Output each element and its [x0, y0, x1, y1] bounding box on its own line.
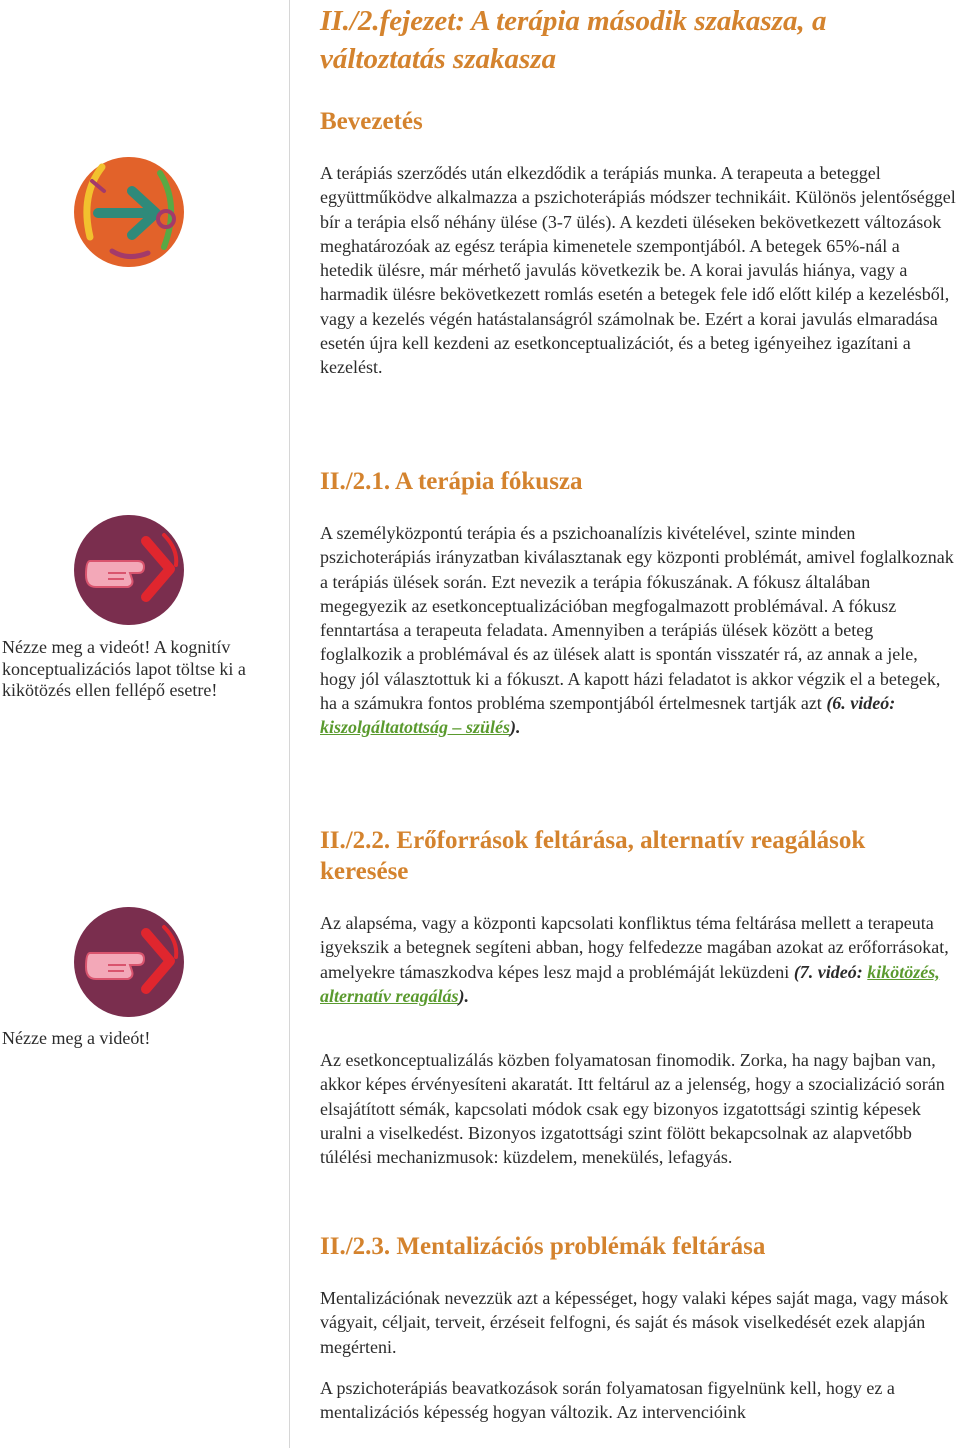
paragraph-resources-1: Az alapséma, vagy a központi kapcsolati konfliktus téma feltárása mellett a terapeuta igyekszik a betegnek segíteni abban, hogy felfedezze magában azokat az erőforrásokat, amelyekre támaszkodva képes lesz majd a problémáját leküzdeni (7. videó: kikötözés, alternatív reagálás). [320, 913, 949, 1006]
chapter-title: II./2.fejezet: A terápia második szakasza, a változtatás szakasza [320, 5, 827, 75]
video-link-6[interactable]: kiszolgáltatottság – szülés [320, 717, 511, 738]
heading-resources: II./2.2. Erőforrások feltárása, alternatív reagálások keresése [320, 827, 866, 885]
paragraph-mentalization-2: A pszichoterápiás beavatkozások során folyamatosan figyelnünk kell, hogy ez a mentalizációs képesség hogyan változik. Az intervencióink [320, 1378, 895, 1423]
heading-intro: Bevezetés [320, 108, 423, 135]
paragraph-focus: A személyközpontú terápia és a pszichoanalízis kivételével, szinte minden pszichoterápiás irányzatban kiválasztanak egy központi problémát, amivel foglalkoznak a terápiás ülések során. Ezt nevezik a terápia fókuszának. A fókusz általában megegyezik az esetkonceptualizációban megfogalmazott problémával. A fókusz fenntartása a terapeuta feladata. Amennyiben a terápiás ülések között a beteg foglalkozik a problémával és az ülések alatt is spontán visszatér rá, az annak a jele, hogy jól választottuk ki a fókuszt. A kapott házi feladatot is akkor végzik el a betegek, ha a számukra fontos probléma szempontjából értelmesnek tartják azt (6. videó: kiszolgáltatottság – szülés). [320, 523, 954, 738]
sidebar-note-video: Nézze meg a videót! [2, 1028, 151, 1048]
pointing-hand-icon [72, 513, 186, 627]
video-link-7[interactable]: kikötözés, alternatív reagálás [320, 961, 940, 1006]
heading-focus: II./2.1. A terápia fókusza [320, 468, 583, 495]
paragraph-mentalization-1: Mentalizációnak nevezzük azt a képességet, hogy valaki képes saját maga, vagy mások vágyait, céljait, terveit, érzéseit felfogni, és saját és mások viselkedését ezek alapján megérteni. [320, 1288, 949, 1357]
heading-mentalization: II./2.3. Mentalizációs problémák feltárása [320, 1233, 766, 1260]
pointing-hand-icon [72, 905, 186, 1019]
orange-arrow-circle-icon [72, 155, 186, 269]
sidebar-note-video-task: Nézze meg a videót! A kognitív konceptualizációs lapot töltse ki a kikötözés ellen fellépő esetre! [2, 637, 246, 700]
column-divider [289, 0, 290, 1448]
paragraph-resources-2: Az esetkonceptualizálás közben folyamatosan finomodik. Zorka, ha nagy bajban van, akkor képes érvényesíteni akaratát. Itt feltárul az a jelenség, hogy a szocializáció során elsajátított sémák, kapcsolati módok csak egy bizonyos izgatottsági szintig képesek uralni a viselkedést. Bizonyos izgatottsági szint fölött bekapcsolnak az alapvetőbb túlélési mechanizmusok: küzdelem, menekülés, lefagyás. [320, 1050, 945, 1168]
paragraph-intro: A terápiás szerződés után elkezdődik a terápiás munka. A terapeuta a beteggel együttműködve alkalmazza a pszichoterápiás módszer technikáit. Különös jelentőséggel bír a terápia első néhány ülése (3-7 ülés). A kezdeti üléseken bekövetkezett változások meghatározóak az egész terápia kimenetele szempontjából. A betegek 65%-nál a hetedik ülésre, már mérhető javulás következik be. A korai javulás hiánya, vagy a harmadik ülésre bekövetkezett romlás esetén a betegek fele idő előtt kilép a kezelésből, vagy a kezelés végén hatástalanságról számolnak be. Ezért a korai javulás elmaradása esetén újra kell kezdeni az esetkonceptualizációt, és a beteg igényeihez igazítani a kezelést. [320, 163, 956, 378]
